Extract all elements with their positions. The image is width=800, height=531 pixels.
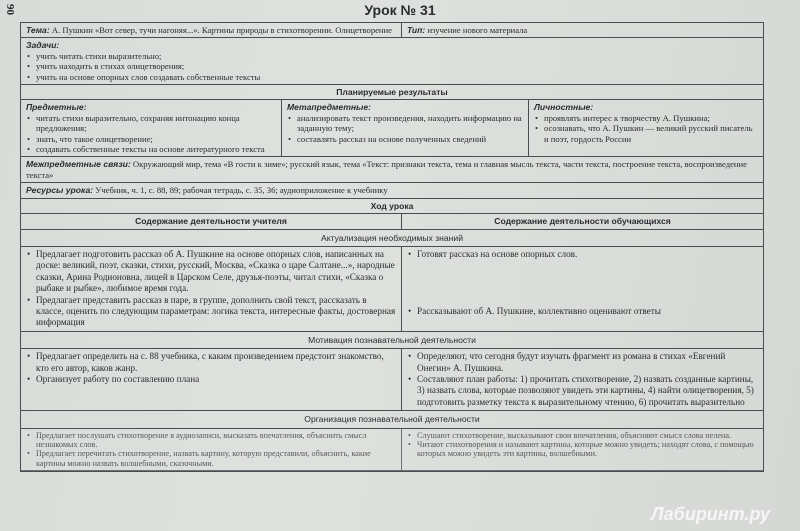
- interdisc-row: [21, 157, 763, 183]
- topic-label: Тема:: [26, 25, 50, 35]
- lesson-title: Урок № 31: [364, 2, 436, 18]
- section3-content: [21, 429, 763, 472]
- teacher-activity: • Предлагает послушать стихотворение в аудиозаписи, высказать впечатления, объяснить смысл незнакомых слов.: [26, 431, 396, 450]
- student-activity: • Определяют, что сегодня будут изучать фрагмент из романа в стихах «Евгений Онегин» А. Пушкина.: [407, 351, 758, 374]
- planned-results-row: [21, 85, 763, 100]
- resources-text: Учебник, ч. 1, с. 88, 89; рабочая тетрадь, с. 35, 36; аудиоприложение к учебнику: [95, 185, 388, 196]
- topic-text: А. Пушкин «Вот север, тучи нагоняя...». Картины природы в стихотворении. Олицетворение: [51, 25, 392, 35]
- student-activity: • Рассказывают об А. Пушкине, коллективно оценивают ответы: [407, 306, 758, 317]
- columns-header-row: [21, 214, 763, 229]
- section-heading-actualization: Актуализация необходимых знаний: [320, 232, 464, 243]
- tasks-cell: [21, 38, 763, 84]
- teacher-activity: • Предлагает подготовить рассказ об А. Пушкине на основе опорных слов, написанных на доске: великий, поэт, сказки, стихи, русский, Москва, «Сказка о царе Салтане...», народные сказки, Арина Родионовна, лицей в Царском Селе, друзья-поэты, читал стихи, «Сказка о рыбаке и рыбке», любимое время года.: [26, 249, 396, 295]
- type-label: Тип:: [407, 25, 426, 35]
- personal-label: Личностные:: [534, 102, 594, 113]
- subject-item: • читать стихи выразительно, сохраняя интонацию конца предложения;: [26, 113, 276, 134]
- section1-student: [402, 247, 763, 331]
- topic-row: [21, 23, 763, 38]
- personal-results: [529, 100, 763, 156]
- section-row: [21, 332, 763, 349]
- lesson-table: [20, 22, 764, 472]
- personal-item: • проявлять интерес к творчеству А. Пушкина;: [534, 113, 758, 123]
- section-row: [21, 411, 763, 428]
- subject-item: • создавать собственные тексты на основе литературного текста: [26, 144, 276, 154]
- task-item: • учить находить в стихах олицетворения;: [26, 61, 758, 71]
- section-heading-organization: Организация познавательной деятельности: [304, 414, 480, 425]
- tasks-list: [26, 51, 758, 82]
- meta-label: Метапредметные:: [287, 102, 372, 113]
- type-text: изучение нового материала: [427, 25, 528, 35]
- tasks-label: Задачи:: [26, 40, 60, 51]
- teacher-column-header: Содержание деятельности учителя: [21, 214, 402, 228]
- planned-results-heading: Планируемые результаты: [336, 87, 448, 98]
- section2-content: [21, 349, 763, 411]
- section2-teacher: [21, 349, 402, 410]
- watermark-logo: Лабиринт.ру: [651, 504, 770, 524]
- tasks-row: [21, 38, 763, 85]
- section3-teacher: [21, 429, 402, 471]
- resources-cell: [21, 183, 763, 197]
- section1-content: [21, 247, 763, 332]
- meta-results: [282, 100, 529, 156]
- teacher-activity: • Предлагает представить рассказ в паре, в группе, дополнить свой текст, рассказать в классе, оценить по следующим параметрам: логика текста, интересные факты, достоверная информация: [26, 295, 396, 329]
- subject-item: • знать, что такое олицетворение;: [26, 134, 276, 144]
- interdisc-cell: [21, 157, 763, 182]
- meta-item: • анализировать текст произведения, находить информацию на заданную тему;: [287, 113, 523, 134]
- student-activity: • Готовят рассказ на основе опорных слов.: [407, 249, 758, 260]
- teacher-activity: • Предлагает определить на с. 88 учебника, с каким произведением предстоит знакомство, кто его автор, каков жанр.: [26, 351, 396, 374]
- section-row: [21, 230, 763, 247]
- task-item: • учить читать стихи выразительно;: [26, 51, 758, 61]
- interdisc-label: Межпредметные связи:: [26, 159, 131, 170]
- interdisc-text: Окружающий мир, тема «В гости к зиме»; русский язык, тема «Текст: признаки текста, тема и главная мысль текста, части текста, построение текста, воспроизведение текста»: [26, 159, 747, 180]
- teacher-activity: • Предлагает перечитать стихотворение, назвать картину, которую представили, объяснить, какие картины можно назвать волшебными, сказочными.: [26, 449, 396, 468]
- task-item: • учить на основе опорных слов создавать собственные тексты: [26, 72, 758, 82]
- page-number: 90: [4, 4, 16, 15]
- subject-label: Предметные:: [26, 102, 87, 113]
- teacher-activity: • Организует работу по составлению плана: [26, 374, 396, 385]
- section3-student: [402, 429, 763, 471]
- topic-cell: [21, 23, 402, 37]
- personal-item: • осознавать, что А. Пушкин — великий русский писатель и поэт, гордость России: [534, 123, 758, 144]
- lesson-flow-heading: Ход урока: [370, 200, 414, 211]
- lesson-flow-row: [21, 199, 763, 214]
- section-heading-motivation: Мотивация познавательной деятельности: [308, 334, 476, 345]
- resources-label: Ресурсы урока:: [26, 185, 94, 196]
- student-activity: • Составляют план работы: 1) прочитать стихотворение, 2) назвать созданные картины, 3) назвать слова, которые позволяют увидеть эти картины, 4) найти олицетворения, 5) подготовить разметку текста к выразительному чтению, 6) прочитать выразительно: [407, 374, 758, 408]
- resources-row: [21, 183, 763, 198]
- meta-item: • составлять рассказ на основе полученных сведений: [287, 134, 523, 144]
- section2-student: [402, 349, 763, 410]
- section1-teacher: [21, 247, 402, 331]
- subject-results: [21, 100, 282, 156]
- type-cell: [402, 23, 763, 37]
- results-row: [21, 100, 763, 157]
- student-column-header: Содержание деятельности обучающихся: [494, 216, 671, 227]
- student-activity: • Слушают стихотворение, высказывают свои впечатления, объясняют смысл слова пелена.: [407, 431, 758, 440]
- student-activity: • Читают стихотворения и называют картины, которые можно увидеть; находят слова, с помощью которых можно увидеть эти картины, волшебными.: [407, 440, 758, 459]
